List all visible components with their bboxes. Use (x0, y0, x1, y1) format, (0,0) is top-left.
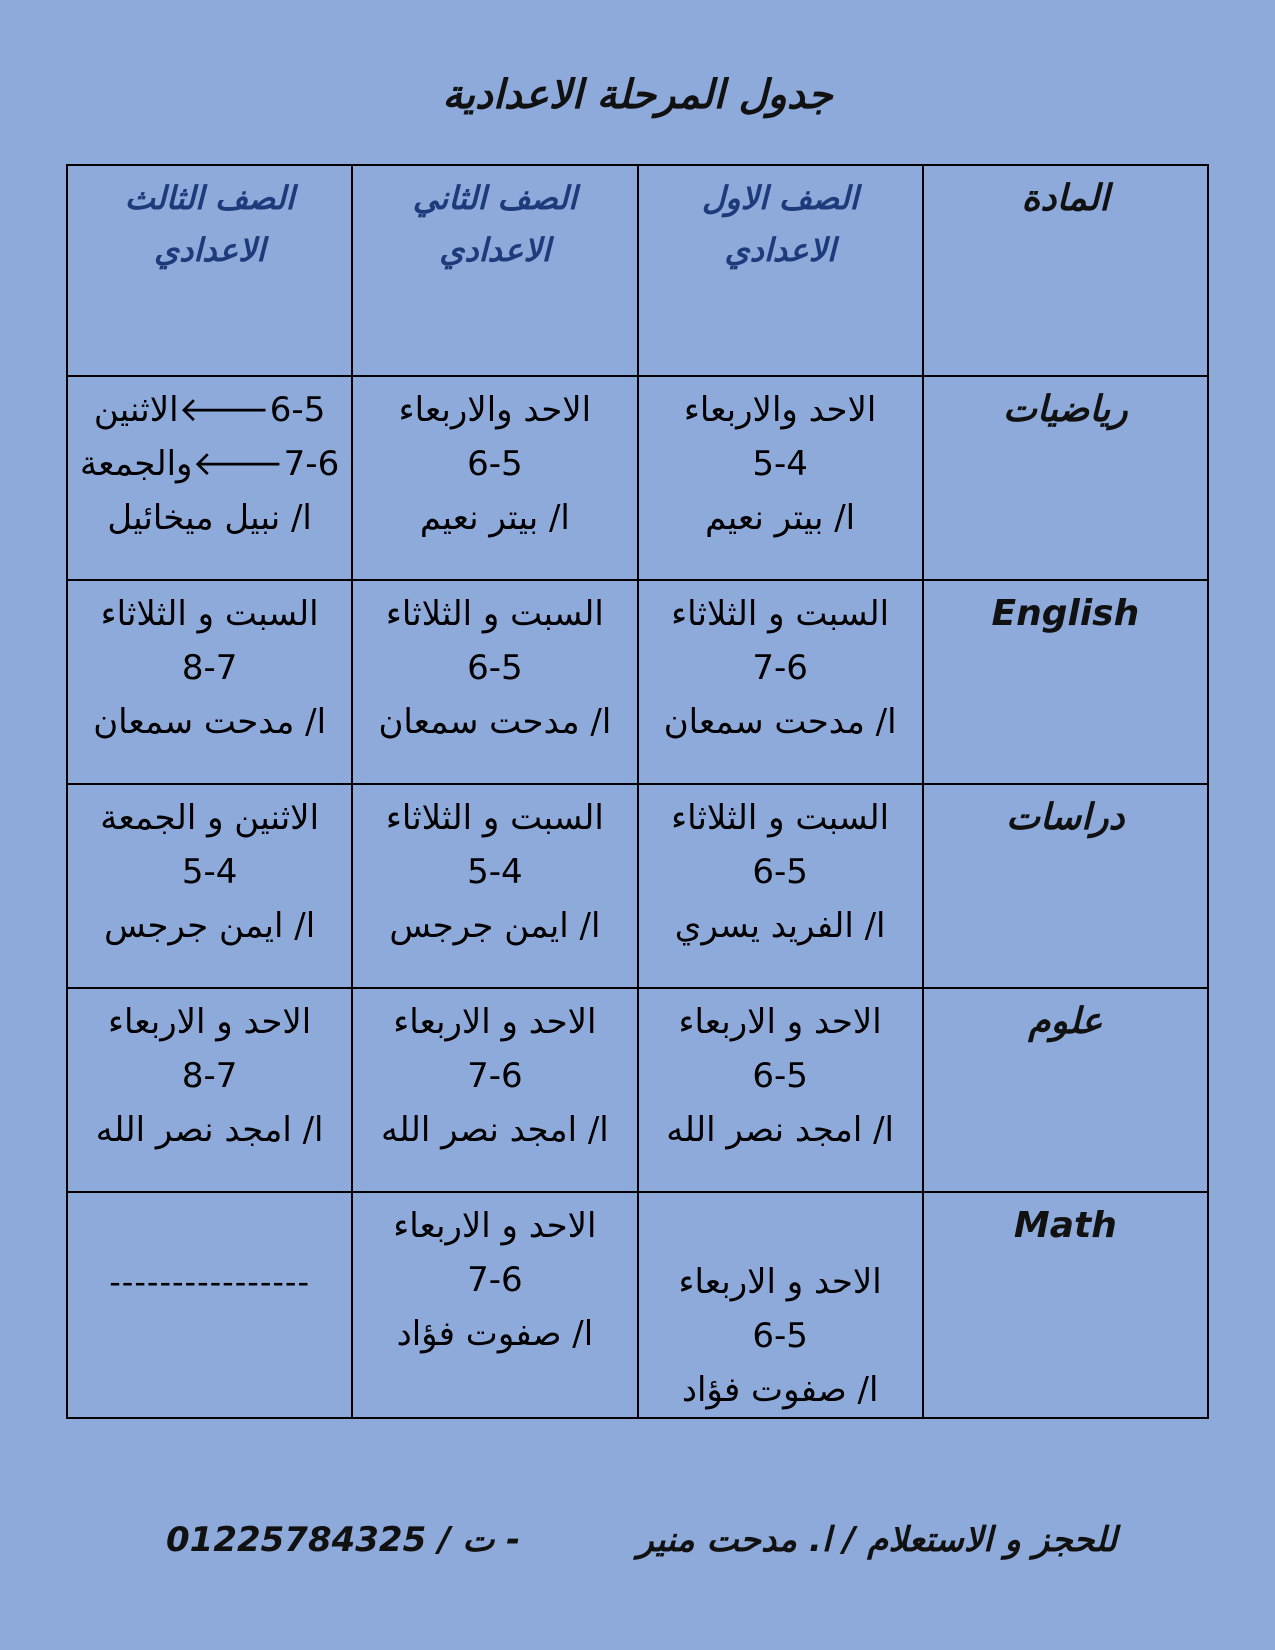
subject-name: رياضيات (1003, 389, 1128, 430)
class-time: 5-4 (467, 852, 523, 892)
subject-cell (923, 376, 1208, 580)
header-grade1-cell (638, 165, 923, 376)
header-grade1-line2: الاعدادي (724, 231, 836, 269)
grade2-cell (352, 376, 637, 580)
subject-name: English (991, 593, 1140, 634)
subject-name: دراسات (1006, 797, 1125, 838)
grade1-cell (638, 580, 923, 784)
subject-name: علوم (1028, 1001, 1103, 1042)
class-time: 6-5 (467, 444, 523, 484)
teacher-name: ا/ امجد نصر الله (666, 1110, 895, 1150)
class-time: 8-7 (181, 648, 238, 688)
class-time: 7-6 (752, 648, 808, 688)
teacher-name: ا/ مدحت سمعان (378, 702, 612, 742)
teacher-name: ا/ الفريد يسري (674, 906, 886, 946)
grade3-cell (67, 988, 352, 1192)
table-row (67, 376, 1208, 580)
grade1-cell (638, 376, 923, 580)
grade3-cell (67, 376, 352, 580)
class-time: 7-6 (283, 444, 340, 484)
header-grade1-line1: الصف الاول (701, 179, 859, 217)
teacher-name: ا/ نبيل ميخائيل (107, 498, 312, 538)
header-grade2-line1: الصف الثاني (412, 179, 578, 217)
subject-cell (923, 1192, 1208, 1418)
grade1-cell (638, 988, 923, 1192)
class-days: الاحد و الاربعاء (393, 1002, 597, 1042)
class-time: 7-6 (467, 1260, 523, 1300)
table-row (67, 988, 1208, 1192)
subject-cell (923, 784, 1208, 988)
class-day: الاثنين (93, 390, 179, 430)
class-days: الاثنين و الجمعة (100, 798, 320, 838)
class-days: الاحد و الاربعاء (678, 1002, 882, 1042)
phone-label: - ت / (438, 1520, 521, 1560)
phone-number: 01225784325 (166, 1520, 427, 1560)
class-days: الاحد و الاربعاء (393, 1206, 597, 1246)
grade2-cell (352, 1192, 637, 1418)
teacher-name: ا/ صفوت فؤاد (681, 1370, 879, 1410)
page-title: جدول المرحلة الاعدادية (442, 72, 833, 118)
class-time: 6-5 (752, 1316, 808, 1356)
table-row (67, 1192, 1208, 1418)
class-days: الاحد والاربعاء (398, 390, 592, 430)
class-time: 8-7 (181, 1056, 238, 1096)
header-subject-cell (923, 165, 1208, 376)
class-time: 6-5 (752, 852, 808, 892)
header-grade3-line2: الاعدادي (154, 231, 266, 269)
booking-contact: للحجز و الاستعلام / ا. مدحت منير (637, 1520, 1117, 1560)
class-time: 5-4 (181, 852, 238, 892)
grade1-cell (638, 784, 923, 988)
class-days: الاحد و الاربعاء (108, 1002, 312, 1042)
schedule-table (66, 164, 1209, 1419)
grade3-cell (67, 1192, 352, 1418)
teacher-name: ا/ ايمن جرجس (389, 906, 601, 946)
header-subject: المادة (1021, 178, 1110, 219)
class-days: السبت و الثلاثاء (671, 798, 890, 838)
teacher-name: ا/ مدحت سمعان (663, 702, 897, 742)
class-days: السبت و الثلاثاء (385, 594, 604, 634)
grade2-cell (352, 784, 637, 988)
spacer (643, 1199, 918, 1255)
phone-line (166, 1520, 520, 1560)
class-time: 5-4 (752, 444, 808, 484)
class-days: الاحد والاربعاء (683, 390, 877, 430)
class-days: السبت و الثلاثاء (100, 594, 319, 634)
subject-name: Math (1013, 1205, 1117, 1246)
subject-cell (923, 580, 1208, 784)
class-time: 6-5 (752, 1056, 808, 1096)
teacher-name: ا/ بيتر نعيم (419, 498, 570, 538)
teacher-name: ا/ مدحت سمعان (93, 702, 327, 742)
teacher-name: ا/ بيتر نعيم (705, 498, 856, 538)
class-days: السبت و الثلاثاء (671, 594, 890, 634)
teacher-name: ا/ صفوت فؤاد (396, 1314, 594, 1354)
grade2-cell (352, 988, 637, 1192)
grade3-cell (67, 580, 352, 784)
header-grade2-cell (352, 165, 637, 376)
arrow-left-icon: 🡐 (178, 390, 270, 430)
schedule-line-1 (72, 383, 347, 437)
class-day: والجمعة (80, 444, 193, 484)
teacher-name: ا/ ايمن جرجس (104, 906, 316, 946)
class-days: السبت و الثلاثاء (385, 798, 604, 838)
table-header-row (67, 165, 1208, 376)
grade3-cell (67, 784, 352, 988)
teacher-name: ا/ امجد نصر الله (380, 1110, 609, 1150)
table-row (67, 784, 1208, 988)
header-grade2-line2: الاعدادي (439, 231, 551, 269)
spacer (72, 1199, 347, 1255)
empty-placeholder: ---------------- (109, 1263, 310, 1301)
grade1-cell (638, 1192, 923, 1418)
subject-cell (923, 988, 1208, 1192)
teacher-name: ا/ امجد نصر الله (95, 1110, 324, 1150)
class-time: 7-6 (467, 1056, 523, 1096)
header-grade3-cell (67, 165, 352, 376)
class-days: الاحد و الاربعاء (678, 1262, 882, 1302)
header-grade3-line1: الصف الثالث (124, 179, 295, 217)
arrow-left-icon: 🡐 (192, 444, 284, 484)
schedule-line-2 (72, 437, 347, 491)
class-time: 6-5 (467, 648, 523, 688)
table-row (67, 580, 1208, 784)
class-time: 6-5 (269, 390, 326, 430)
grade2-cell (352, 580, 637, 784)
